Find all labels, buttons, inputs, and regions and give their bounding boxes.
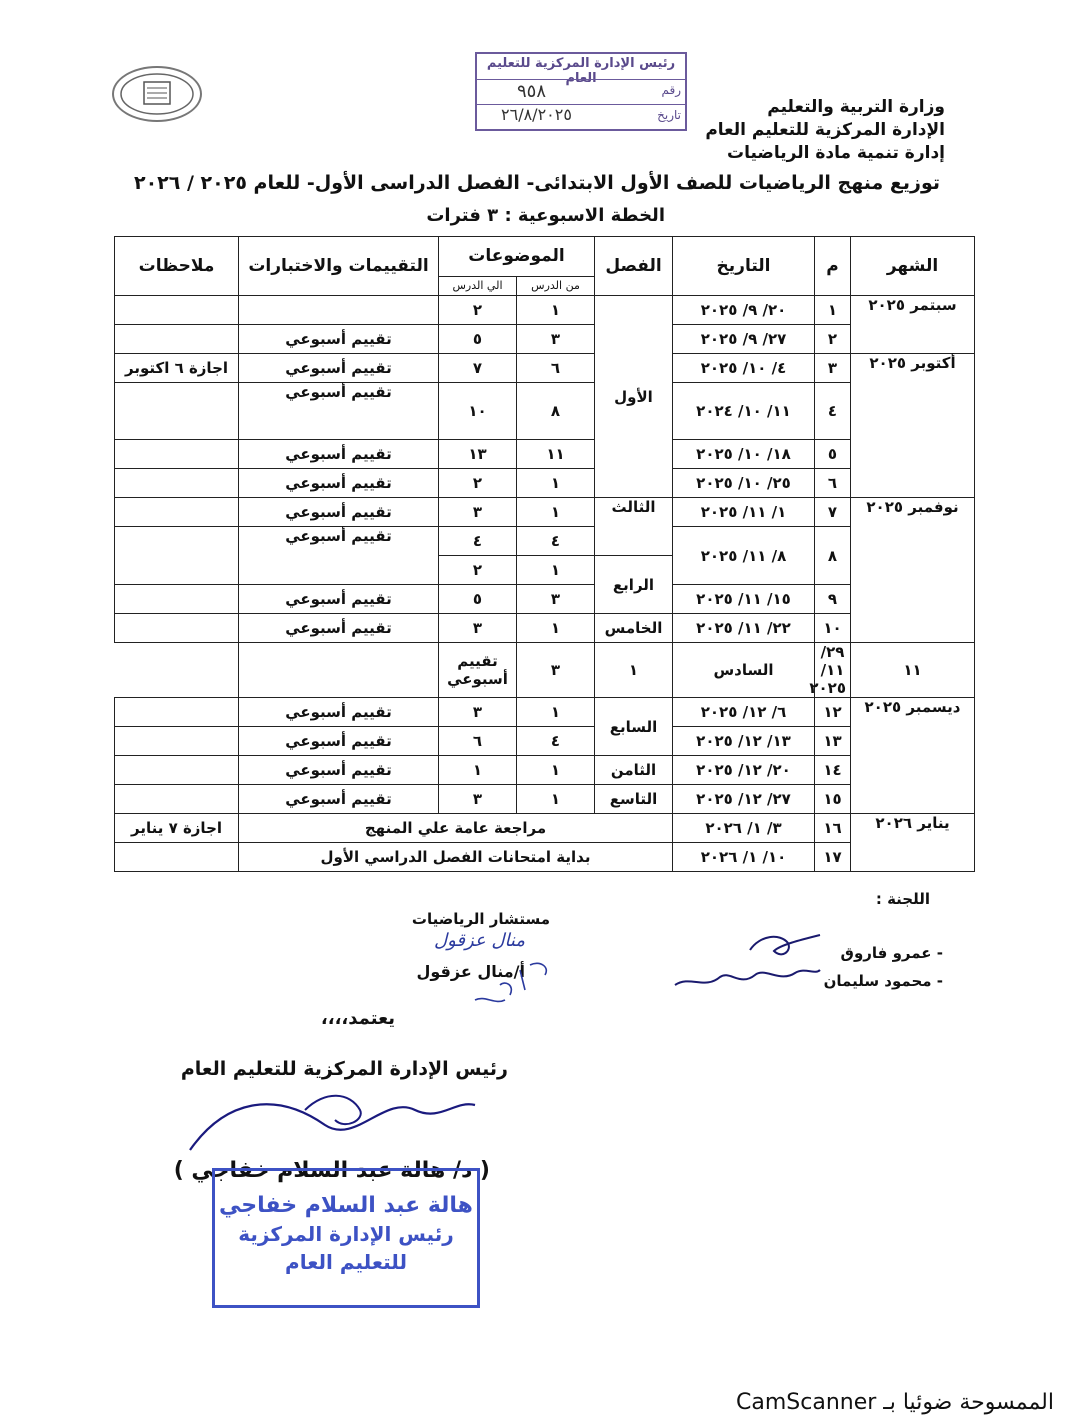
col-from: من الدرس bbox=[517, 276, 595, 295]
committee-member-2: - محمود سليمان bbox=[823, 972, 943, 990]
assess-cell: تقييم أسبوعي bbox=[239, 383, 439, 440]
seal-line-1: هالة عبد السلام خفاجي bbox=[219, 1193, 473, 1218]
notes-cell bbox=[239, 643, 439, 698]
to-cell: ٦ bbox=[439, 727, 517, 756]
central-admin-name: الإدارة المركزية للتعليم العام bbox=[705, 120, 945, 140]
month-cell: يناير ٢٠٢٦ bbox=[851, 814, 975, 872]
col-assessments: التقييمات والاختبارات bbox=[239, 237, 439, 296]
department-name: إدارة تنمية مادة الرياضيات bbox=[727, 143, 945, 163]
approval-name: ( د/ هالة عبد السلام خفاجي ) bbox=[173, 1158, 490, 1183]
assess-cell: تقييم أسبوعي bbox=[239, 440, 439, 469]
approval-title: رئيس الإدارة المركزية للتعليم العام bbox=[180, 1058, 508, 1080]
num-cell: ١١ bbox=[851, 643, 975, 698]
notes-cell bbox=[115, 527, 239, 585]
document-title: توزيع منهج الرياضيات للصف الأول الابتدائى- الفصل الدراسى الأول- للعام ٢٠٢٥ / ٢٠٢٦ bbox=[133, 172, 940, 194]
assess-cell: تقييم أسبوعي bbox=[239, 527, 439, 585]
stamp-date-value: ٢٦/٨/٢٠٢٥ bbox=[501, 105, 572, 124]
notes-cell bbox=[115, 727, 239, 756]
stamp-title: رئيس الإدارة المركزية للتعليم العام bbox=[486, 56, 676, 86]
notes-cell bbox=[115, 383, 239, 440]
from-cell: ٤ bbox=[517, 527, 595, 556]
assess-cell: تقييم أسبوعي bbox=[239, 498, 439, 527]
notes-cell bbox=[115, 698, 239, 727]
date-cell: ٢٧/ ١٢/ ٢٠٢٥ bbox=[673, 785, 815, 814]
date-cell: ١٠/ ١/ ٢٠٢٦ bbox=[673, 843, 815, 872]
to-cell: ٢ bbox=[439, 296, 517, 325]
date-cell: ٢٩/ ١١/ ٢٠٢٥ bbox=[815, 643, 851, 698]
stamp-number-label: رقم bbox=[661, 83, 681, 97]
date-cell: ٦/ ١٢/ ٢٠٢٥ bbox=[673, 698, 815, 727]
assess-cell: تقييم أسبوعي bbox=[239, 325, 439, 354]
date-cell: ٢٧/ ٩/ ٢٠٢٥ bbox=[673, 325, 815, 354]
stamp-date-label: تاريخ bbox=[657, 108, 681, 122]
month-cell: ديسمبر ٢٠٢٥ bbox=[851, 698, 975, 814]
from-cell: ١ bbox=[517, 614, 595, 643]
notes-cell: اجازة ٦ اكتوبر bbox=[115, 354, 239, 383]
from-cell: ١١ bbox=[517, 440, 595, 469]
num-cell: ٨ bbox=[815, 527, 851, 585]
weekly-plan-subtitle: الخطة الاسبوعية : ٣ فترات bbox=[426, 205, 665, 226]
stamp-number-value: ٩٥٨ bbox=[517, 81, 547, 102]
table-row bbox=[115, 585, 975, 614]
advisor-title: مستشار الرياضيات bbox=[411, 910, 550, 928]
seal-line-2: رئيس الإدارة المركزية bbox=[238, 1222, 454, 1246]
num-cell: ٩ bbox=[815, 585, 851, 614]
table-header-row bbox=[115, 237, 975, 277]
advisor-handwritten-signature: منال عزقول bbox=[433, 930, 525, 951]
date-cell: ١١/ ١٠/ ٢٠٢٤ bbox=[673, 383, 815, 440]
chapter-cell: الرابع bbox=[595, 556, 673, 614]
approval-label: يعتمد،،،، bbox=[320, 1008, 395, 1029]
table-row bbox=[115, 469, 975, 498]
incoming-stamp bbox=[475, 52, 687, 131]
month-cell: أكتوبر ٢٠٢٥ bbox=[851, 354, 975, 498]
notes-cell bbox=[115, 756, 239, 785]
from-cell: ٦ bbox=[517, 354, 595, 383]
date-cell: ١٨/ ١٠/ ٢٠٢٥ bbox=[673, 440, 815, 469]
chapter-cell: السابع bbox=[595, 698, 673, 756]
table-row bbox=[115, 643, 975, 698]
committee-member-1: - عمرو فاروق bbox=[840, 944, 943, 962]
num-cell: ٣ bbox=[815, 354, 851, 383]
notes-cell bbox=[115, 614, 239, 643]
month-cell: نوفمبر ٢٠٢٥ bbox=[851, 498, 975, 643]
date-cell: ١٥/ ١١/ ٢٠٢٥ bbox=[673, 585, 815, 614]
to-cell: ٢ bbox=[439, 469, 517, 498]
date-cell: ٣/ ١/ ٢٠٢٦ bbox=[673, 814, 815, 843]
from-cell: ١ bbox=[517, 556, 595, 585]
advisor-name: أ/منال عزقول bbox=[416, 962, 525, 981]
assess-cell: تقييم أسبوعي bbox=[239, 585, 439, 614]
to-cell: ٣ bbox=[439, 498, 517, 527]
assess-cell: تقييم أسبوعي bbox=[239, 785, 439, 814]
committee-label: اللجنة : bbox=[875, 890, 930, 908]
num-cell: ١٢ bbox=[815, 698, 851, 727]
notes-cell bbox=[115, 440, 239, 469]
merged-cell: بداية امتحانات الفصل الدراسي الأول bbox=[239, 843, 673, 872]
col-to: الي الدرس bbox=[439, 276, 517, 295]
assess-cell: تقييم أسبوعي bbox=[239, 354, 439, 383]
assess-cell: تقييم أسبوعي bbox=[439, 643, 517, 698]
chapter-cell: الخامس bbox=[595, 614, 673, 643]
to-cell: ١٣ bbox=[439, 440, 517, 469]
num-cell: ١٠ bbox=[815, 614, 851, 643]
to-cell: ٣ bbox=[439, 614, 517, 643]
num-cell: ١٤ bbox=[815, 756, 851, 785]
to-cell: ١ bbox=[439, 756, 517, 785]
col-notes: ملاحظات bbox=[115, 237, 239, 296]
num-cell: ٢ bbox=[815, 325, 851, 354]
chapter-cell: الأول bbox=[595, 296, 673, 498]
scanner-watermark: الممسوحة ضوئيا بـ CamScanner bbox=[736, 1390, 1054, 1415]
col-num: م bbox=[815, 237, 851, 296]
notes-cell bbox=[115, 296, 239, 325]
from-cell: ١ bbox=[517, 498, 595, 527]
from-cell: ٣ bbox=[517, 325, 595, 354]
from-cell: ١ bbox=[595, 643, 673, 698]
table-row bbox=[115, 843, 975, 872]
assess-cell: تقييم أسبوعي bbox=[239, 727, 439, 756]
from-cell: ١ bbox=[517, 785, 595, 814]
date-cell: ١٣/ ١٢/ ٢٠٢٥ bbox=[673, 727, 815, 756]
notes-cell bbox=[115, 469, 239, 498]
notes-cell bbox=[115, 843, 239, 872]
notes-cell: اجازة ٧ يناير bbox=[115, 814, 239, 843]
official-seal bbox=[212, 1168, 480, 1308]
date-cell: ٢٠/ ٩/ ٢٠٢٥ bbox=[673, 296, 815, 325]
table-row bbox=[115, 698, 975, 727]
notes-cell bbox=[115, 498, 239, 527]
col-date: التاريخ bbox=[673, 237, 815, 296]
chapter-cell: الثامن bbox=[595, 756, 673, 785]
date-cell: ٢٢/ ١١/ ٢٠٢٥ bbox=[673, 614, 815, 643]
to-cell: ٣ bbox=[439, 698, 517, 727]
committee-signature bbox=[670, 915, 830, 1009]
merged-cell: مراجعة عامة علي المنهج bbox=[239, 814, 673, 843]
to-cell: ١٠ bbox=[439, 383, 517, 440]
table-row bbox=[115, 440, 975, 469]
table-row bbox=[115, 383, 975, 440]
num-cell: ٧ bbox=[815, 498, 851, 527]
chapter-cell: الثالث bbox=[595, 498, 673, 556]
from-cell: ٤ bbox=[517, 727, 595, 756]
table-row bbox=[115, 614, 975, 643]
ministry-name: وزارة التربية والتعليم bbox=[767, 97, 945, 117]
seal-line-3: للتعليم العام bbox=[285, 1250, 407, 1274]
num-cell: ١٥ bbox=[815, 785, 851, 814]
col-month: الشهر bbox=[851, 237, 975, 296]
num-cell: ٤ bbox=[815, 383, 851, 440]
assess-cell: تقييم أسبوعي bbox=[239, 614, 439, 643]
from-cell: ٣ bbox=[517, 585, 595, 614]
to-cell: ٣ bbox=[439, 785, 517, 814]
date-cell: ٨/ ١١/ ٢٠٢٥ bbox=[673, 527, 815, 585]
notes-cell bbox=[115, 785, 239, 814]
num-cell: ١ bbox=[815, 296, 851, 325]
num-cell: ١٦ bbox=[815, 814, 851, 843]
notes-cell bbox=[115, 585, 239, 614]
from-cell: ١ bbox=[517, 756, 595, 785]
table-row bbox=[115, 498, 975, 527]
table-row bbox=[115, 296, 975, 325]
to-cell: ٣ bbox=[517, 643, 595, 698]
date-cell: ١/ ١١/ ٢٠٢٥ bbox=[673, 498, 815, 527]
from-cell: ٨ bbox=[517, 383, 595, 440]
chapter-cell: التاسع bbox=[595, 785, 673, 814]
ministry-logo bbox=[112, 66, 202, 122]
to-cell: ٥ bbox=[439, 325, 517, 354]
assess-cell: تقييم أسبوعي bbox=[239, 698, 439, 727]
table-row bbox=[115, 354, 975, 383]
from-cell: ١ bbox=[517, 698, 595, 727]
date-cell: ٢٥/ ١٠/ ٢٠٢٥ bbox=[673, 469, 815, 498]
num-cell: ١٣ bbox=[815, 727, 851, 756]
to-cell: ٧ bbox=[439, 354, 517, 383]
table-row bbox=[115, 756, 975, 785]
col-chapter: الفصل bbox=[595, 237, 673, 296]
to-cell: ٤ bbox=[439, 527, 517, 556]
from-cell: ١ bbox=[517, 469, 595, 498]
table-row bbox=[115, 325, 975, 354]
date-cell: ٤/ ١٠/ ٢٠٢٥ bbox=[673, 354, 815, 383]
assess-cell: تقييم أسبوعي bbox=[239, 469, 439, 498]
advisor-date-scrawl bbox=[470, 955, 560, 1014]
num-cell: ٦ bbox=[815, 469, 851, 498]
chapter-cell: السادس bbox=[673, 643, 815, 698]
col-topics: الموضوعات bbox=[439, 237, 595, 277]
table-row bbox=[115, 814, 975, 843]
table-row bbox=[115, 727, 975, 756]
num-cell: ٥ bbox=[815, 440, 851, 469]
table-row bbox=[115, 785, 975, 814]
date-cell: ٢٠/ ١٢/ ٢٠٢٥ bbox=[673, 756, 815, 785]
num-cell: ١٧ bbox=[815, 843, 851, 872]
assess-cell: تقييم أسبوعي bbox=[239, 756, 439, 785]
assess-cell bbox=[239, 296, 439, 325]
month-cell: سبتمر ٢٠٢٥ bbox=[851, 296, 975, 354]
to-cell: ٥ bbox=[439, 585, 517, 614]
curriculum-table bbox=[114, 236, 975, 872]
to-cell: ٢ bbox=[439, 556, 517, 585]
notes-cell bbox=[115, 325, 239, 354]
from-cell: ١ bbox=[517, 296, 595, 325]
table-row bbox=[115, 527, 975, 556]
